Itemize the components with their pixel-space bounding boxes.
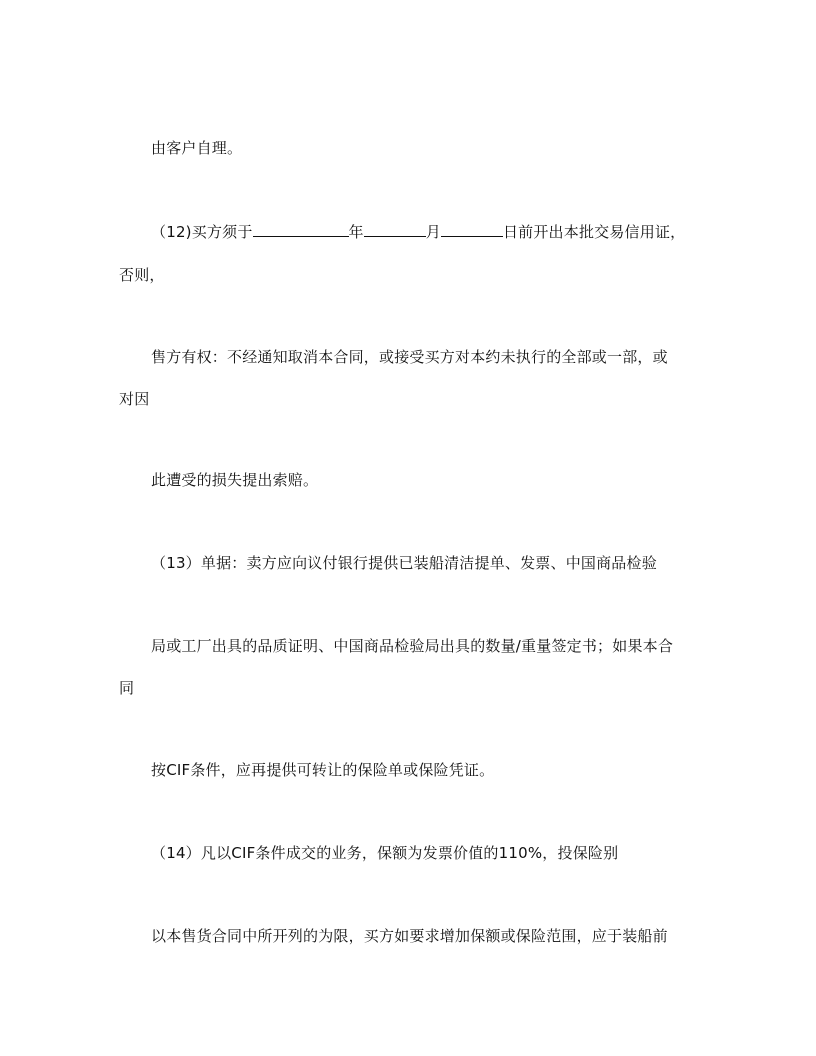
text-line	[151, 843, 618, 863]
text-line	[151, 347, 668, 367]
text-line	[119, 265, 165, 285]
text-line-with-blanks	[151, 220, 685, 242]
text-line	[151, 470, 318, 490]
text-line	[151, 926, 668, 946]
line-text: 售方有权：不经通知取消本合同，或接受买方对本约未执行的全部或一部，或	[151, 348, 668, 366]
line-text: 同	[119, 679, 135, 697]
text-line	[151, 636, 673, 656]
line-text: 局或工厂出具的品质证明、中国商品检验局出具的数量/重量签定书；如果本合	[151, 637, 674, 655]
line-text: 否则，	[119, 266, 165, 284]
line-text: 此遭受的损失提出索赔。	[151, 471, 319, 489]
text-line	[151, 553, 657, 573]
line-text: （12)买方须于	[151, 223, 253, 241]
line-text: 由客户自理。	[151, 139, 243, 157]
line-text: 对因	[119, 390, 150, 408]
text-line	[119, 389, 149, 409]
text-line	[119, 678, 134, 698]
year-blank	[253, 220, 349, 237]
line-text: 日前开出本批交易信用证，	[502, 223, 686, 241]
year-label: 年	[348, 223, 364, 241]
text-line	[151, 138, 242, 158]
line-text: （13）单据：卖方应向议付银行提供已装船清洁提单、发票、中国商品检验	[151, 554, 657, 572]
line-text: 按CIF条件，应再提供可转让的保险单或保险凭证。	[151, 761, 495, 779]
month-label: 月	[425, 223, 441, 241]
day-blank	[441, 220, 503, 237]
month-blank	[364, 220, 426, 237]
line-text: （14）凡以CIF条件成交的业务，保额为发票价值的110%，投保险别	[151, 844, 619, 862]
text-line	[151, 760, 494, 780]
line-text: 以本售货合同中所开列的为限，买方如要求增加保额或保险范围，应于装船前	[151, 927, 668, 945]
